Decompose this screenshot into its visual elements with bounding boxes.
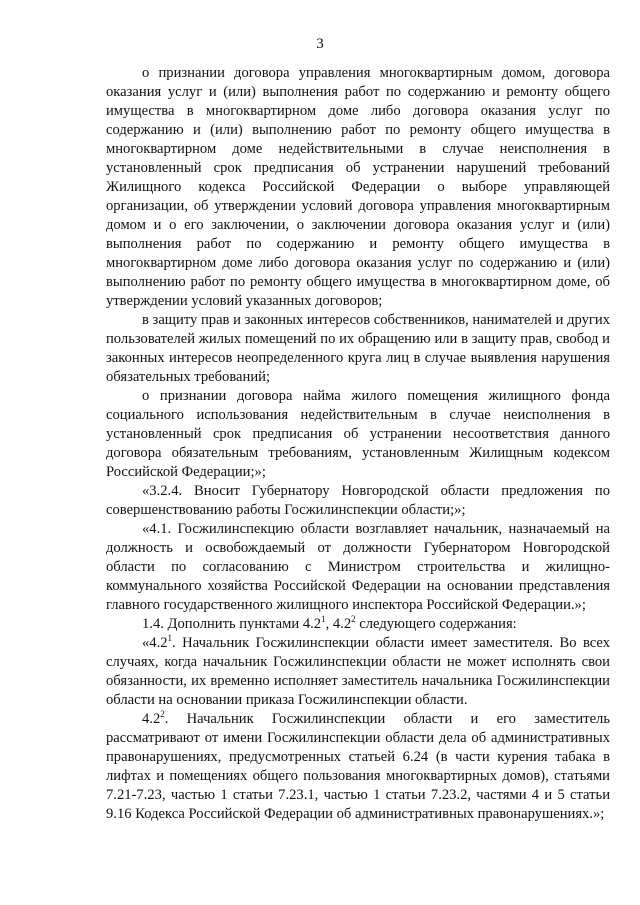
paragraph: «3.2.4. Вносит Губернатору Новгородской области предложения по совершенствованию работы Госжилинспекции области;»; <box>106 483 610 518</box>
amendment-item-1-4 <box>106 615 610 634</box>
clause-4-2-2 <box>106 710 610 824</box>
paragraph: в защиту прав и законных интересов собственников, нанимателей и других пользователей жилых помещений по их обращению или в защиту прав, свобод и законных интересов неопределенного круга лиц в случае выявления нарушения обязательных требований; <box>106 312 610 385</box>
paragraph: о признании договора найма жилого помещения жилищного фонда социального использования недействительным в случае неисполнения в установленный срок предписания об устранении несоответствия данного договора обязательным требованиям, установленным Жилищным кодексом Российской Федерации;»; <box>106 388 610 480</box>
superscript: 2 <box>160 709 165 720</box>
superscript: 2 <box>351 614 356 625</box>
document-body <box>106 64 610 824</box>
clause-4-2-1 <box>106 634 610 710</box>
paragraph: «4.1. Госжилинспекцию области возглавляет начальник, назначаемый на должность и освобождаемый от должности Губернатором Новгородской области по согласованию с Министром строительства и жилищно-коммунального хозяйства Российской Федерации на основании представления главного государственного жилищного инспектора Российской Федерации.»; <box>106 521 610 613</box>
superscript: 1 <box>321 614 326 625</box>
clause-number: 4.2 <box>142 711 161 727</box>
item-middle: , 4.2 <box>325 616 352 632</box>
clause-number: «4.2 <box>142 635 168 651</box>
clause-text: . Начальник Госжилинспекции области и его заместитель рассматривают от имени Госжилинспекции области дела об административных правонарушениях, предусмотренных статьей 6.24 (в части курения табака в лифтах и помещениях общего пользования многоквартирных домов), статьями 7.21-7.23, частью 1 статьи 7.23.1, частью 1 статьи 7.23.2, частями 4 и 5 статьи 9.16 Кодекса Российской Федерации об административных правонарушениях.»; <box>106 711 610 822</box>
page-number: 3 <box>316 36 324 52</box>
paragraph: о признании договора управления многоквартирным домом, договора оказания услуг и (или) выполнения работ по содержанию и ремонту общего имущества в многоквартирном доме либо договора оказания услуг по содержанию и (или) выполнению работ по ремонту общего имущества в многоквартирном доме недействительными в случае неисполнения в установленный срок предписания об устранении нарушений требований Жилищного кодекса Российской Федерации о выборе управляющей организации, об утверждении условий договора управления многоквартирным домом и о его заключении, о заключении договора оказания услуг и (или) выполнения работ по содержанию и ремонту общего имущества в многоквартирном доме либо договора оказания услуг по содержанию и (или) выполнению работ по ремонту общего имущества в многоквартирном доме, об утверждении условий указанных договоров; <box>106 65 610 309</box>
item-suffix: следующего содержания: <box>355 616 517 632</box>
superscript: 1 <box>167 633 173 644</box>
clause-text: . Начальник Госжилинспекции области имеет заместителя. Во всех случаях, когда начальник Госжилинспекции области не может исполнять свои обязанности, их временно исполняет заместитель начальника Госжилинспекции области на основании приказа Госжилинспекции области. <box>106 635 610 708</box>
item-prefix: 1.4. Дополнить пунктами 4.2 <box>142 616 322 632</box>
